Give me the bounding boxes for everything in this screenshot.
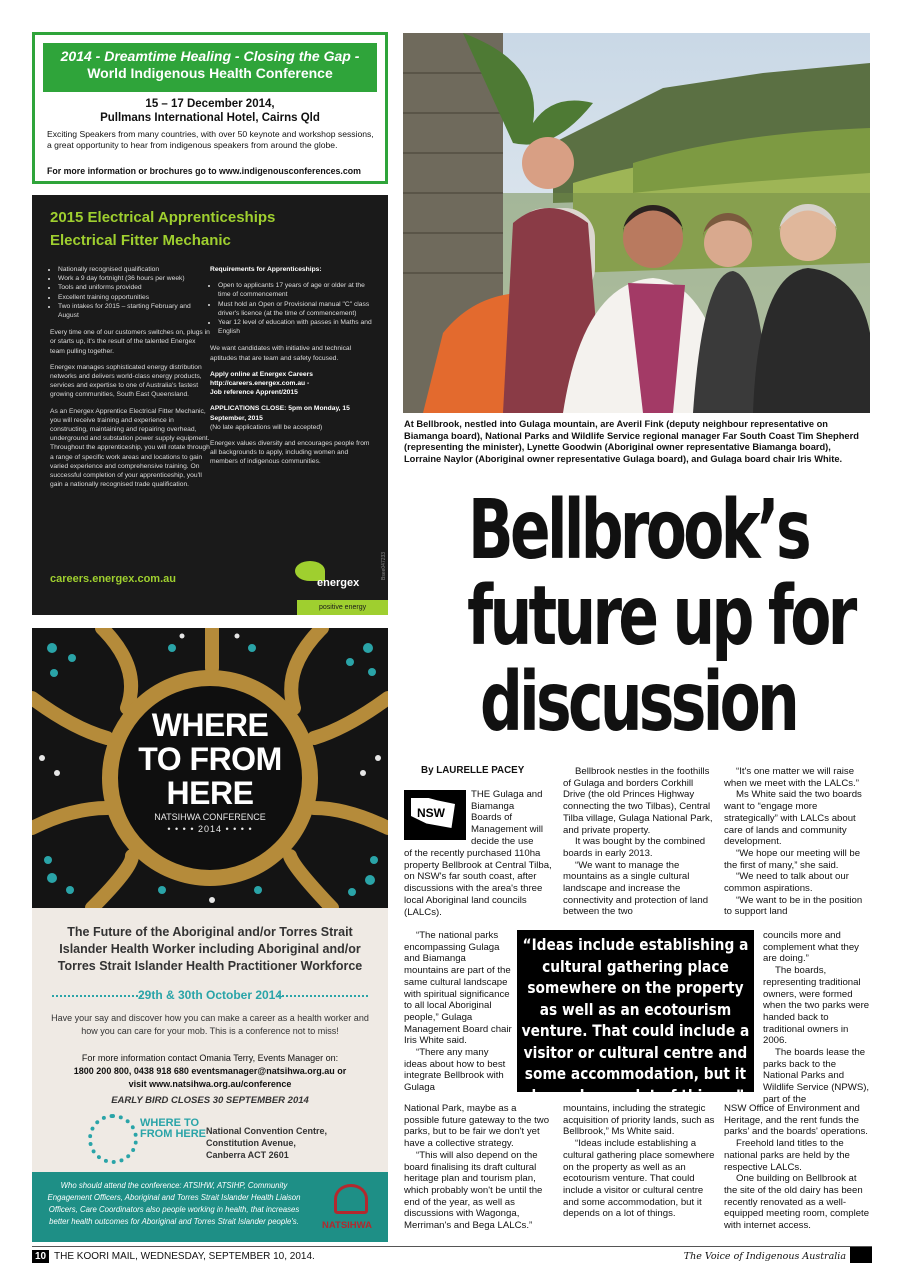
natsihwa-venue-line: National Convention Centre,: [206, 1126, 328, 1136]
article-paragraph: NSW Office of Environment and Heritage, and the rent funds the parks' and the boards' operations.: [724, 1103, 868, 1138]
energex-apply-ref: Job reference Apprent/2015: [210, 389, 298, 397]
byline: By LAURELLE PACEY: [421, 765, 525, 776]
article-col2: [563, 766, 715, 918]
article-col1-bottom: [404, 1103, 552, 1232]
nsw-badge: [404, 790, 466, 840]
article-paragraph: “The national parks encompassing Gulaga and Biamanga mountains are part of the same cultural landscape with spiritual significance to all local Aboriginal people,” Gulaga Management Board chair Iris White said.: [404, 930, 512, 1047]
energex-requirement: • Open to applicants 17 years of age or older at the time of commencement: [218, 281, 372, 299]
energex-requirements: [210, 281, 372, 336]
article-col3-bottom: [724, 1103, 870, 1232]
energex-bullet: • Work a 9 day fortnight (36 hours per week): [58, 274, 210, 283]
article-paragraph: One building on Bellbrook at the site of the old dairy has been recently renovated as a well-equipped meeting room, complete with internet access.: [724, 1173, 870, 1232]
natsihwa-logo-line2: FROM HERE: [140, 1128, 206, 1140]
article-paragraph: The boards lease the parks back to the National Parks and Wildlife Service (NPWS), part of the: [763, 1047, 870, 1105]
article-col1-lead: [471, 789, 551, 836]
natsihwa-contact-block: [42, 1052, 378, 1091]
energex-apply-heading: Apply online at Energex Careers: [210, 370, 313, 378]
natsihwa-who: Who should attend the conference: ATSIHW, ATSIHP, Community Engagement Officers, Aboriginal and Torres Strait Islander Health Liaison Officers, Care Coordinators also people working in health, that increases better health outcomes for Aboriginal and Torres Strait Islander people's.: [47, 1181, 301, 1226]
natsihwa-early-bird: EARLY BIRD CLOSES 30 SEPTEMBER 2014: [111, 1095, 309, 1106]
energex-diversity: Energex values diversity and encourages people from all backgrounds to apply, including women and members of indigenous communities.: [210, 440, 370, 466]
article-paragraph: Bellbrook nestles in the foothills of Gulaga and borders Corkhill Drive (the old Princes Highway connecting the two Tilbas), Central Tilba village, Gulaga National Park, and private property.: [563, 766, 713, 836]
natsihwa-logo-icon: [88, 1114, 138, 1164]
lead-line: THE Gulaga and: [471, 789, 543, 800]
article-paragraph: “We want to manage the mountains as a single cultural landscape and increase the connectivity and protection of land between the two: [563, 859, 709, 918]
natsihwa-say: Have your say and discover how you can make a career as a health worker and how you can care for your mob. This is a conference not to miss!: [51, 1013, 369, 1036]
article-paragraph: Ms White said the two boards want to “engage more strategically” with LALCs about care of lands and community development.: [724, 789, 862, 848]
energex-bullet: • Excellent training opportunities: [58, 293, 210, 302]
energex-para: As an Energex Apprentice Electrical Fitter Mechanic, you will receive training and experience in constructing, maintaining and repairing overhead, underground and substation power supply equipment. Throughout the apprenticeship, you will rotate through a range of specific work areas and locations to gain varied experience and comprehensive training. On successful completion of your apprenticeship, you'll gain a nationally recognised trade qualification.: [50, 407, 210, 489]
article-paragraph: “We need to talk about our common aspirations.: [724, 871, 849, 895]
conference-dates: 15 – 17 December 2014,: [145, 98, 275, 110]
natsihwa-heading-l1: WHERE: [151, 707, 269, 743]
pull-quote: [517, 930, 754, 1105]
koori-mail-logo-icon: [850, 1247, 872, 1263]
energex-bullet: • Two intakes for 2015 – starting February and August: [58, 302, 210, 320]
conference-ad: [32, 32, 388, 184]
energex-close-heading: APPLICATIONS CLOSE: 5pm on Monday, 15 September, 2015: [210, 405, 350, 422]
article-paragraph: “It's one matter we will raise when we meet with the LALCs.”: [724, 766, 859, 789]
energex-logo: [295, 561, 379, 591]
headline-line: future up for: [467, 569, 854, 664]
energex-left-column: [50, 265, 210, 496]
natsihwa-heading-l3: HERE: [166, 775, 254, 811]
group-photo: [403, 33, 870, 413]
article-paragraph: councils more and complement what they are doing.”: [763, 930, 859, 965]
conference-title-bar: [43, 43, 377, 92]
lead-line: decide the use: [471, 836, 534, 847]
energex-apply-url[interactable]: http://careers.energex.com.au -: [210, 380, 310, 388]
natsihwa-audience-bar: [32, 1172, 388, 1242]
natsihwa-title: The Future of the Aboriginal and/or Torres Strait Islander Health Worker including Aboriginal and/or Torres Strait Islander Health Practitioner Workforce: [57, 925, 363, 973]
article-col2-bottom: [563, 1103, 715, 1220]
natsihwa-venue: [206, 1125, 327, 1161]
energex-website[interactable]: careers.energex.com.au: [50, 573, 176, 585]
natsihwa-ad: [32, 628, 388, 1242]
article-paragraph: “There any many ideas about how to best integrate Bellbrook with Gulaga: [404, 1047, 506, 1094]
article-paragraph: “Ideas include establishing a cultural gathering place somewhere on the property as well as an ecotourism venture. That could include a visitor or cultural centre and some accommodation, but it depends on a lot of things.: [563, 1138, 715, 1220]
publication-line: THE KOORI MAIL, WEDNESDAY, SEPTEMBER 10, 2014.: [54, 1251, 315, 1262]
energex-ad: [32, 195, 388, 615]
natsihwa-details: [32, 908, 388, 1172]
natsihwa-mark-icon: [334, 1184, 368, 1214]
article-col3: [724, 766, 870, 918]
nsw-badge-label: NSW: [417, 806, 445, 820]
energex-requirement: • Year 12 level of education with passes in Maths and English: [218, 318, 372, 336]
article-paragraph: The boards, representing traditional owners, were formed when the two parks were handed back to traditional owners in 2006.: [763, 965, 870, 1047]
energex-title: 2015 Electrical Apprenticeships: [50, 209, 276, 226]
article-col3-narrow: [763, 930, 871, 1106]
dot-art-banner: [32, 628, 388, 908]
energex-para: Every time one of our customers switches on, plugs in or starts up, it's the result of the talented Energex team pulling together.: [50, 329, 210, 355]
headline-line: discussion: [479, 655, 797, 750]
energex-bullets: [50, 265, 210, 320]
natsihwa-logo-text: [140, 1118, 206, 1140]
conference-venue: Pullmans International Hotel, Cairns Qld: [100, 112, 320, 124]
natsihwa-logo-line1: WHERE TO: [140, 1117, 200, 1129]
photo-caption: At Bellbrook, nestled into Gulaga mountain, are Averil Fink (deputy neighbour representative on Biamanga board), National Parks and Wildlife Service regional manager Far South Coast Tim Shepherd (representing the minister), Lynette Goodwin (Aboriginal owner representative Biamanga board), Lorraine Naylor (Aboriginal owner representative Gulaga board), and Gulaga board chair Iris White.: [404, 419, 859, 464]
energex-subtitle: Electrical Fitter Mechanic: [50, 232, 231, 249]
article-paragraph: of the recently purchased 110ha property Bellbrook at Central Tilba, on NSW's far south coast, after discussions with the area's three local Aboriginal land councils (LALCs).: [404, 848, 552, 918]
lead-line: Boards of: [471, 812, 513, 824]
pull-quote-text: “Ideas include establishing a cultural gathering place somewhere on the property as well as an ecotourism venture. That could include a visitor or cultural centre and some accommodation, but it depends on a lot of things.”: [521, 935, 750, 1105]
natsihwa-dates: 29th & 30th October 2014: [137, 988, 283, 1002]
natsihwa-venue-line: Constitution Avenue,: [206, 1138, 296, 1148]
article-paragraph: mountains, including the strategic acquisition of priority lands, such as Bellbrook,” Ms White said.: [563, 1103, 715, 1138]
lead-line: Management will: [471, 824, 543, 836]
energex-right-column: [210, 265, 372, 474]
article-paragraph: “We hope our meeting will be the first of many,” she said.: [724, 847, 861, 871]
conference-dates-venue: [35, 97, 385, 125]
page-footer: [32, 1246, 872, 1264]
conference-title-line1: 2014 - Dreamtime Healing - Closing the Gap -: [60, 48, 360, 64]
article-paragraph: Freehold land titles to the national parks are held by the respective LALCs.: [724, 1138, 850, 1173]
energex-slogan: positive energy: [297, 600, 388, 615]
divider: [278, 995, 368, 997]
energex-requirement: • Must hold an Open or Provisional manual "C" class driver's licence (at the time of commencement): [218, 300, 372, 318]
article-paragraph: “We want to be in the position to support land: [724, 894, 863, 918]
energex-logo-text: energex: [317, 577, 360, 589]
natsihwa-org: NATSIHWA: [322, 1220, 372, 1231]
energex-close-note: (No late applications will be accepted): [210, 423, 323, 431]
natsihwa-conference: NATSIHWA CONFERENCE: [154, 812, 266, 822]
energex-want: We want candidates with initiative and technical aptitudes that are team and safety focused.: [210, 345, 352, 362]
photo-illustration-icon: [403, 33, 870, 413]
tagline: The Voice of Indigenous Australia: [683, 1251, 846, 1262]
energex-bullet: • Nationally recognised qualification: [58, 265, 210, 274]
conference-description: Exciting Speakers from many countries, with over 50 keynote and workshop sessions, a great opportunity to hear from indigenous speakers from around the globe.: [47, 129, 374, 150]
article-paragraph: “This will also depend on the board finalising its draft cultural heritage plan and tourism plan, which probably won't be until the end of the year, as well as discussions with Wagonga, Merriman's and Bega LALCs.”: [404, 1149, 543, 1232]
natsihwa-phones[interactable]: 1800 200 800, 0438 918 680 eventsmanager@natsihwa.org.au or: [73, 1066, 347, 1076]
article-paragraph: It was bought by the combined boards in early 2013.: [563, 836, 706, 859]
natsihwa-contact: For more information contact Omania Terry, Events Manager on:: [81, 1053, 339, 1063]
energex-bullet: • Tools and uniforms provided: [58, 283, 210, 292]
natsihwa-year: • • • • 2014 • • • •: [167, 824, 253, 834]
natsihwa-venue-line: Canberra ACT 2601: [206, 1150, 289, 1160]
natsihwa-heading-l2: TO FROM: [138, 741, 282, 777]
energex-ad-code: Bsee047233: [381, 551, 387, 580]
article-col1: [404, 848, 552, 918]
article-paragraph: National Park, maybe as a possible future gateway to the two parks, but to be fair we don't yet have a collective strategy.: [404, 1103, 550, 1150]
lead-line: Biamanga: [471, 800, 515, 812]
energex-para: Energex manages sophisticated energy distribution networks and delivers world-class energy products, services and expertise to one of Australia's fastest growing communities, South East Queensland.: [50, 363, 202, 399]
conference-more-info: For more information or brochures go to www.indigenousconferences.com: [47, 166, 361, 176]
headline: [467, 483, 854, 750]
conference-title-line2: World Indigenous Health Conference: [87, 65, 333, 81]
headline-line: Bellbrook’s: [468, 483, 808, 578]
natsihwa-site[interactable]: visit www.natsihwa.org.au/conference: [128, 1079, 292, 1089]
page-number: 10: [32, 1250, 49, 1263]
energex-req-heading: Requirements for Apprenticeships:: [210, 266, 322, 273]
article-col1-narrow: [404, 930, 512, 1094]
